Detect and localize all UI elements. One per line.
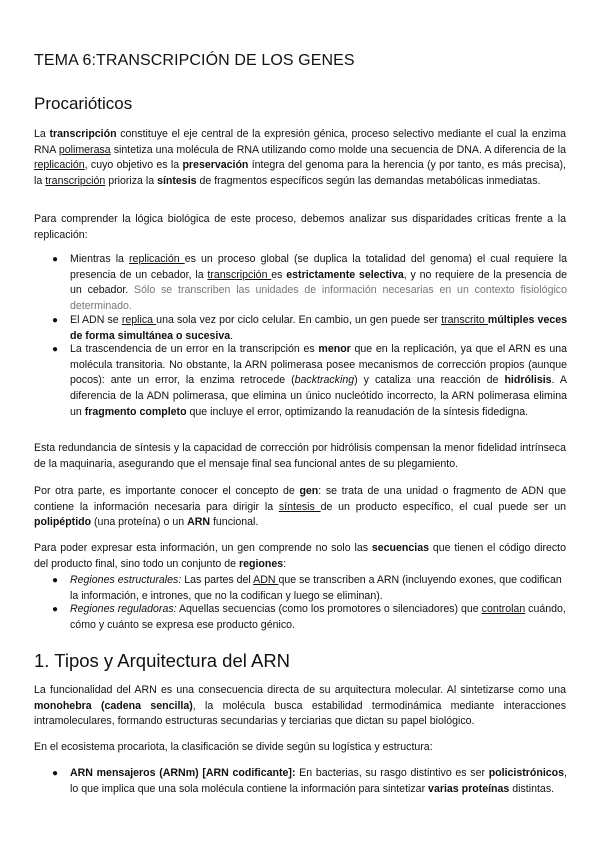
bullet-dot: ●: [52, 254, 59, 265]
underlined-term: ADN: [253, 574, 279, 586]
page-title: TEMA 6:TRANSCRIPCIÓN DE LOS GENES: [34, 52, 355, 69]
underlined-term: replicación: [129, 253, 185, 265]
bold-term: estrictamente selectiva: [286, 268, 404, 281]
bullet-dot: ●: [52, 604, 59, 615]
bold-term: síntesis: [157, 175, 197, 188]
paragraph-clasificacion: En el ecosistema procariota, la clasificación se divide según su logística y estructura:: [34, 741, 433, 753]
underlined-term: transcripción: [45, 175, 106, 188]
underlined-term: transcrito: [441, 314, 488, 326]
list-item-correccion-errores: La trascendencia de un error en la transcripción es menor que en la replicación, ya que el ARN es una molécula transitoria. No obstante, la ARN polimerasa posee mecanismos de corrección propios (aunque pocos): ante un error, la enzima retrocede (backtracking) y cataliza una reacción de hidrólisis. A diferencia de la ADN polimerasa, que elimina un único nucleótido incorrecto, la ARN polimerasa elimina un fragmento completo que incluye el error, optimizando la reanudación de la síntesis fidedigna.: [70, 343, 568, 418]
list-item-multiples-veces: El ADN se replica una sola vez por ciclo celular. En cambio, un gen puede ser transcrito múltiples veces de forma simultánea o sucesiva.: [70, 314, 568, 342]
section-heading-procarioticos: Procarióticos: [34, 94, 133, 113]
bullet-dot: ●: [52, 575, 59, 586]
bold-term: secuencias: [371, 542, 429, 554]
underlined-term: transcripción: [207, 268, 272, 281]
bold-term: múltiples veces de forma simultánea o sucesiva: [70, 314, 568, 342]
section-heading-tipos-arn: 1. Tipos y Arquitectura del ARN: [34, 650, 291, 671]
list-item-regiones-reguladoras: Regiones reguladoras: Aquellas secuencias (como los promotores o silenciadores) que controlan cuándo, cómo y cuánto se expresa ese producto génico.: [70, 603, 566, 631]
bold-term: fragmento completo: [84, 405, 187, 418]
italic-term: Regiones estructurales:: [70, 574, 182, 586]
bold-term: gen: [299, 485, 319, 497]
underlined-term: controlan: [481, 603, 526, 615]
bold-term: regiones: [238, 557, 284, 570]
bullet-dot: ●: [52, 768, 59, 779]
list-item-regiones-estructurales: Regiones estructurales: Las partes del ADN que se transcriben a ARN (incluyendo exones, que codifican la información, e intrones, que no la codifican y luego se eliminan).: [70, 574, 562, 602]
italic-term: Regiones reguladoras:: [70, 603, 177, 615]
paragraph-concepto-gen: Por otra parte, es importante conocer el concepto de gen: se trata de una unidad o fragmento de ADN que contiene la información necesaria para dirigir la síntesis de un producto específico, el cual puede ser un polipéptido (una proteína) o un ARN funcional.: [34, 485, 566, 529]
bold-term: hidrólisis: [504, 374, 552, 387]
bold-term: menor: [318, 343, 351, 355]
underlined-term: síntesis: [278, 500, 321, 513]
bold-term: transcripción: [49, 128, 117, 140]
bold-term: varias proteínas: [428, 782, 510, 795]
bold-term: preservación: [182, 159, 249, 172]
list-item-selectividad: Mientras la replicación es un proceso global (se duplica la totalidad del genoma) el cual requiere la presencia de un cebador, la transcripción es estrictamente selectiva, y no requiere de la presencia de un cebador. Sólo se transcriben las unidades de información necesarias en un contexto fisiológico determinado.: [70, 253, 567, 313]
underlined-term: replicación: [34, 159, 85, 172]
bold-term: policistrónicos: [488, 767, 565, 779]
paragraph-redundancia: Esta redundancia de síntesis y la capacidad de corrección por hidrólisis compensan la menor fidelidad intrínseca de la maquinaria, asegurando que el mensaje final sea funcional antes de su plegamiento.: [34, 442, 566, 470]
bold-term: ARN mensajeros (ARNm) [ARN codificante]:: [70, 767, 296, 779]
bold-term: polipéptido: [34, 516, 92, 529]
paragraph-intro: La transcripción constituye el eje central de la expresión génica, proceso selectivo mediante el cual la enzima RNA polimerasa sintetiza una molécula de RNA utilizando como molde una secuencia de DNA. A diferencia de la replicación, cuyo objetivo es la preservación íntegra del genoma para la herencia (y por tanto, es más precisa), la transcripción prioriza la síntesis de fragmentos específicos según las demandas metabólicas inmediatas.: [34, 128, 566, 188]
underlined-term: replica: [121, 314, 157, 326]
bold-term: monohebra (cadena sencilla): [34, 699, 193, 712]
bullet-dot: ●: [52, 344, 59, 355]
underlined-term: polimerasa: [58, 143, 111, 156]
bold-term: ARN: [187, 516, 211, 529]
paragraph-arquitectura: La funcionalidad del ARN es una consecuencia directa de su arquitectura molecular. Al sintetizarse como una monohebra (cadena sencilla), la molécula busca estabilidad termodinámica mediante interacciones intramoleculares, formando estructuras secundarias y terciarias que dictan su papel biológico.: [34, 684, 566, 728]
italic-term: backtracking: [294, 374, 355, 387]
paragraph-comparison-intro: Para comprender la lógica biológica de este proceso, debemos analizar sus disparidades críticas frente a la replicación:: [34, 213, 566, 241]
list-item-arnm: ARN mensajeros (ARNm) [ARN codificante]: En bacterias, su rasgo distintivo es ser policistrónicos, lo que implica que una sola molécula contiene la información para sintetizar varias proteínas distintas.: [70, 767, 567, 795]
paragraph-regiones: Para poder expresar esta información, un gen comprende no solo las secuencias que tienen el código directo del producto final, sino todo un conjunto de regiones:: [34, 542, 566, 570]
gray-note: Sólo se transcriben las unidades de información necesarias en un contexto fisiológico determinado.: [70, 284, 567, 313]
bullet-dot: ●: [52, 315, 59, 326]
